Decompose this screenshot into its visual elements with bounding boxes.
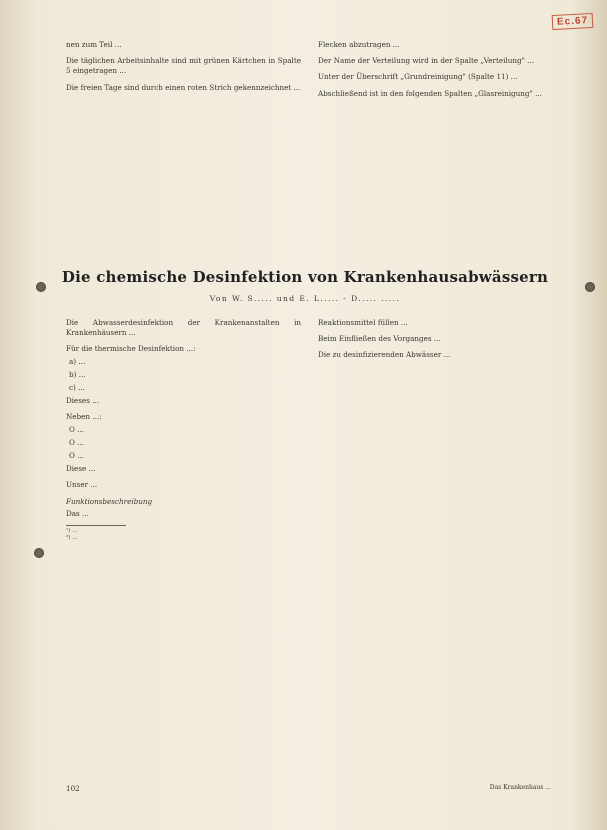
paragraph: Das ... [66, 508, 89, 518]
binder-hole [585, 282, 595, 292]
paragraph: Reaktionsmittel füllen ... [318, 318, 408, 327]
binder-hole [34, 548, 44, 558]
footnote: ²) ... [66, 535, 78, 542]
paragraph: Abschließend ist in den folgenden Spalten „Glasreinigung" ... [318, 88, 542, 98]
option-item: O ... [69, 451, 85, 461]
paragraph: Die täglichen Arbeitsinhalte sind mit grünen Kärtchen in Spalte 5 eingetragen ... [66, 56, 301, 76]
archive-stamp: Ec.67 [551, 13, 593, 30]
paragraph: Der Name der Verteilung wird in der Spalte „Verteilung" ... [318, 56, 535, 66]
journal-footer: Das Krankenhaus ... [489, 784, 551, 791]
article-byline: Von W. S..... und E. L..... - D..... ..... [209, 294, 401, 303]
list-item: a) ... [69, 356, 86, 366]
top-right-column [318, 40, 553, 105]
paragraph: Beim Einfließen des Vorganges ... [318, 334, 441, 344]
paragraph: Für die thermische Desinfektion ...: [66, 344, 196, 354]
body-left-column [66, 318, 301, 542]
article-title: Die chemische Desinfektion von Krankenhausabwässern [61, 268, 549, 286]
list-item: c) ... [69, 383, 85, 393]
paragraph: Die freien Tage sind durch einen roten Strich gekennzeichnet ... [66, 82, 301, 92]
page-number: 102 [66, 784, 80, 793]
section-subheading: Funktionsbeschreibung [66, 496, 153, 506]
paragraph: Die zu desinfizierenden Abwässer ... [318, 350, 451, 360]
paragraph: Unter der Überschrift „Grundreinigung" (Spalte 11) ... [318, 72, 518, 82]
paragraph: Neben ...: [66, 412, 102, 422]
body-right-column [318, 318, 553, 367]
option-item: O ... [69, 437, 85, 447]
top-left-column [66, 40, 301, 99]
paragraph: Diese ... [66, 464, 96, 474]
footnote: ¹) ... [66, 528, 78, 535]
paragraph: Dieses ... [66, 396, 100, 406]
paragraph: Unser ... [66, 480, 98, 490]
paragraph: Die Abwasserdesinfektion der Krankenanstalten in Krankenhäusern ... [66, 318, 301, 338]
paragraph: Flecken abzutragen ... [318, 40, 400, 49]
list-item: b) ... [69, 369, 86, 379]
option-item: O ... [69, 424, 85, 434]
footnote-divider [66, 525, 126, 526]
paragraph: nen zum Teil ... [66, 40, 122, 49]
